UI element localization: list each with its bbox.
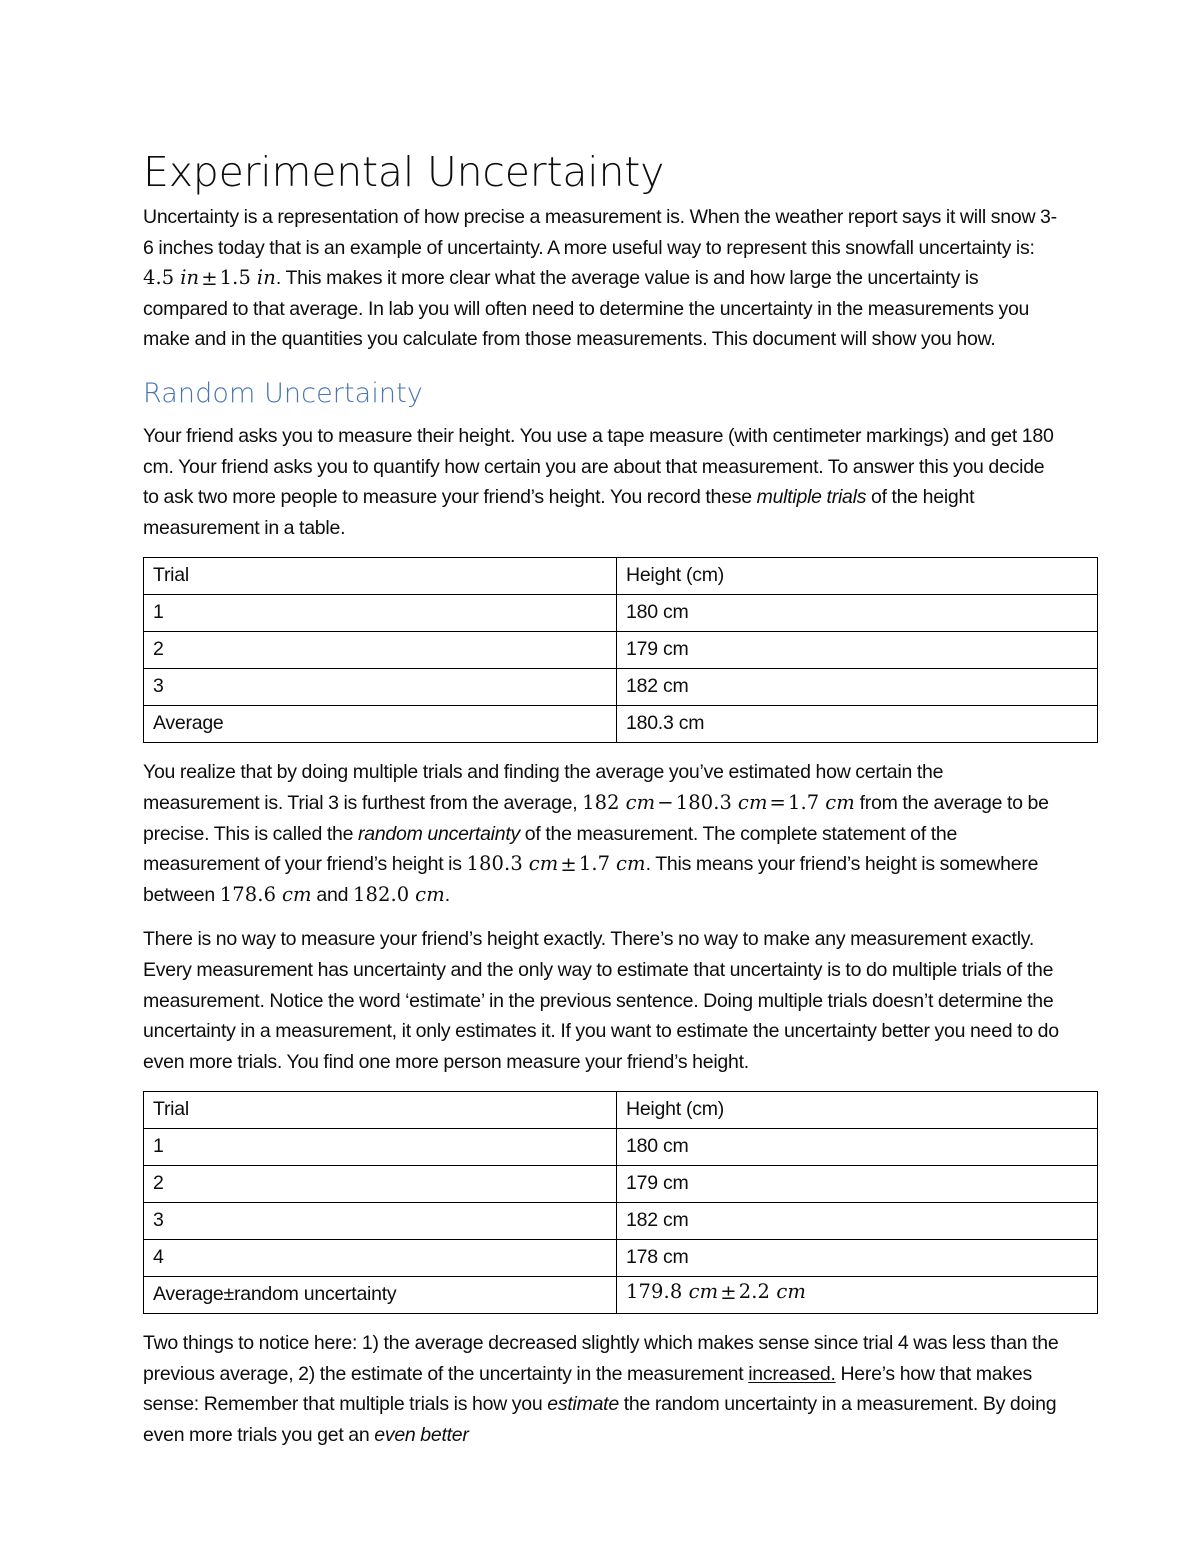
range-lower-value: 178.6 — [219, 882, 277, 906]
height-value: 180 cm — [617, 1129, 1098, 1166]
table-row — [144, 669, 1098, 706]
equals-sign: = — [769, 790, 786, 814]
page-title: Experimental Uncertainty — [143, 148, 665, 196]
table-row-average — [144, 706, 1098, 743]
equation-unit-a: cm — [625, 790, 656, 814]
explanation-part5: and — [311, 883, 353, 906]
height-statement-expression — [467, 852, 646, 876]
table-header-row — [144, 558, 1098, 595]
plus-minus-sign: ± — [560, 853, 577, 877]
random-uncertainty-emphasis: random uncertainty — [358, 822, 521, 845]
column-header-height: Height (cm) — [617, 558, 1098, 595]
two-things-part1: Two things to notice here: 1) the average decreased slightly which makes sense since trial 4 was less than the previous average, 2) the estimate of the uncertainty in the measurement — [143, 1332, 1059, 1385]
height-average-value: 180.3 — [466, 852, 523, 876]
table-row — [144, 1129, 1098, 1166]
trial-number: 4 — [144, 1240, 617, 1277]
height-value: 182 cm — [617, 669, 1098, 706]
height-measurements-table-two — [143, 1091, 1098, 1314]
height-uncertainty-unit: cm — [616, 852, 646, 876]
explanation-part6: . — [444, 883, 450, 906]
explanation-part4: . This means your friend’s height is somewhere between — [143, 853, 1039, 906]
column-header-height: Height (cm) — [617, 1092, 1098, 1129]
minus-sign: − — [657, 790, 674, 814]
column-header-trial: Trial — [144, 1092, 617, 1129]
random-uncertainty-explanation-paragraph — [143, 757, 1063, 910]
range-lower-unit: cm — [281, 882, 312, 906]
height-value: 178 cm — [617, 1240, 1098, 1277]
height-value: 179 cm — [617, 1166, 1098, 1203]
average-uncertainty-label: Average±random uncertainty — [144, 1277, 617, 1314]
multiple-trials-emphasis: multiple trials — [756, 486, 867, 509]
snowfall-unit: in — [180, 266, 200, 290]
height-value: 182 cm — [617, 1203, 1098, 1240]
snowfall-value: 4.5 — [143, 266, 175, 290]
trial-number: 1 — [144, 1129, 617, 1166]
explanation-part2: from the average to be precise. This is called the — [143, 791, 1049, 845]
table-row-summary — [144, 1277, 1098, 1314]
random-uncertainty-intro-paragraph — [143, 421, 1063, 543]
equation-term-a: 182 — [582, 790, 620, 814]
table-row — [144, 1166, 1098, 1203]
average-uncertainty-value — [617, 1277, 1098, 1314]
average-label: Average — [144, 706, 617, 743]
summary-average-unit: cm — [688, 1280, 719, 1304]
summary-uncertainty-value: 2.2 — [738, 1280, 771, 1304]
range-upper-value: 182.0 — [352, 882, 410, 906]
equation-result-unit: cm — [825, 790, 855, 814]
increased-underlined: increased. — [748, 1362, 836, 1385]
snowfall-uncertainty-unit: in — [256, 266, 276, 290]
summary-expression — [626, 1280, 806, 1304]
table-row — [144, 1240, 1098, 1277]
random-intro-part2: of the height measurement in a table. — [143, 486, 975, 539]
table-row — [144, 632, 1098, 669]
trial-number: 3 — [144, 669, 617, 706]
height-value: 179 cm — [617, 632, 1098, 669]
summary-uncertainty-unit: cm — [776, 1280, 806, 1304]
random-intro-part1: Your friend asks you to measure their height. You use a tape measure (with centimeter markings) and get 180 cm. Your friend asks you to quantify how certain you are about that measurement. To answer this you decide to ask two more people to measure your friend’s height. You record these — [143, 424, 1054, 509]
two-things-to-notice-paragraph — [143, 1328, 1063, 1450]
trial-number: 2 — [144, 1166, 617, 1203]
intro-paragraph — [143, 202, 1063, 355]
table-row — [144, 595, 1098, 632]
trial-number: 2 — [144, 632, 617, 669]
table-row — [144, 1203, 1098, 1240]
estimate-emphasis: estimate — [547, 1393, 619, 1416]
no-exact-measurement-paragraph: There is no way to measure your friend’s height exactly. There’s no way to make any measurement exactly. Every measurement has uncertainty and the only way to estimate that uncertainty is to do multiple trials of the measurement. Notice the word ‘estimate’ in the previous sentence. Doing multiple trials doesn’t determine the uncertainty in a measurement, it only estimates it. If you want to estimate the uncertainty better you need to do even more trials. You find one more person measure your friend’s height. — [143, 928, 1059, 1073]
trial-number: 3 — [144, 1203, 617, 1240]
equation-term-b: 180.3 — [675, 790, 733, 814]
height-measurements-table-one — [143, 557, 1098, 743]
explanation-part3: of the measurement. The complete statement of the measurement of your friend’s height is — [143, 822, 958, 876]
height-average-unit: cm — [528, 852, 559, 876]
range-upper-unit: cm — [415, 882, 445, 906]
two-things-part3: the random uncertainty in a measurement. By doing even more trials you get an — [143, 1393, 1057, 1447]
plus-minus-sign: ± — [720, 1281, 737, 1305]
summary-average-value: 179.8 — [626, 1280, 683, 1304]
column-header-trial: Trial — [144, 558, 617, 595]
height-value: 180 cm — [617, 595, 1098, 632]
range-lower-bound — [220, 883, 312, 906]
snowfall-uncertainty-value: 1.5 — [219, 266, 251, 290]
explanation-part1: You realize that by doing multiple trials and finding the average you’ve estimated how certain the measurement is. Trial 3 is furthest from the average, — [143, 761, 944, 814]
height-uncertainty-value: 1.7 — [578, 852, 611, 876]
two-things-part2: Here’s how that makes sense: Remember that multiple trials is how you — [143, 1362, 1032, 1416]
even-better-emphasis: even better — [374, 1424, 469, 1447]
range-upper-bound — [353, 883, 445, 906]
plus-minus-sign: ± — [201, 267, 218, 291]
section-heading-random-uncertainty: Random Uncertainty — [143, 377, 423, 409]
equation-unit-b: cm — [737, 790, 768, 814]
intro-text-part2: . This makes it more clear what the average value is and how large the uncertainty is compared to that average. In lab you will often need to determine the uncertainty in the measurements you make and in the quantities you calculate from those measurements. This document will show you how. — [143, 267, 1030, 351]
document-body — [143, 148, 1063, 1465]
trial-number: 1 — [144, 595, 617, 632]
deviation-equation — [582, 791, 855, 814]
snowfall-uncertainty-expression — [143, 266, 276, 290]
table-header-row — [144, 1092, 1098, 1129]
equation-result: 1.7 — [788, 790, 820, 814]
intro-text-part1: Uncertainty is a representation of how precise a measurement is. When the weather report says it will snow 3-6 inches today that is an example of uncertainty. A more useful way to represent this snowfall uncertainty is: — [143, 206, 1057, 259]
average-value: 180.3 cm — [617, 706, 1098, 743]
